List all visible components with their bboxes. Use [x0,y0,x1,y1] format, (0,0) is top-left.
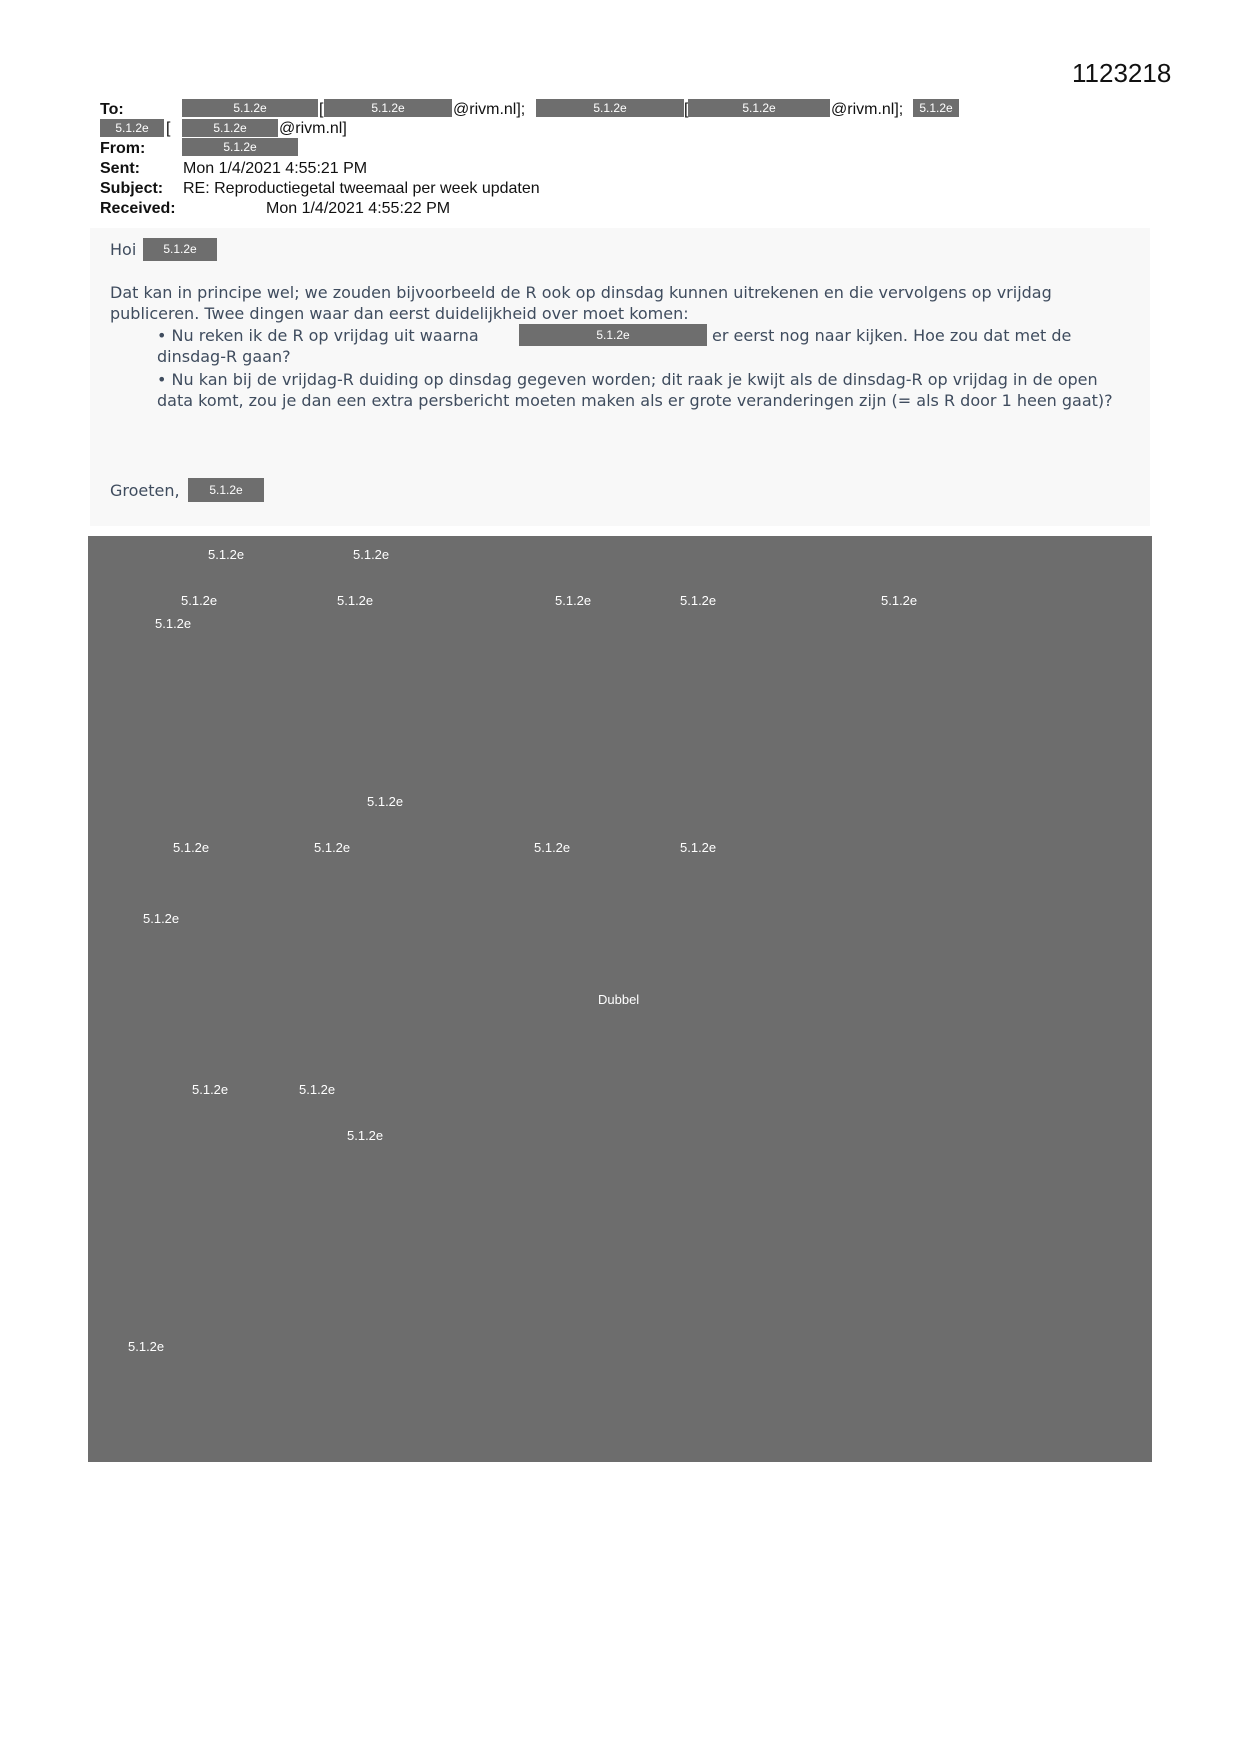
redaction: 5.1.2e [188,478,264,502]
closing: Groeten, [110,481,180,500]
redaction-label: 5.1.2e [208,547,245,562]
bracket: [ [319,101,324,118]
redaction: 5.1.2e [143,238,217,261]
from-label: From: [100,140,146,157]
redaction-label: 5.1.2e [299,1082,336,1097]
redaction-label: 5.1.2e [555,593,592,608]
redaction: 5.1.2e [324,99,452,117]
redaction-label: 5.1.2e [347,1128,384,1143]
redaction: 5.1.2e [688,99,830,117]
redaction-label: 5.1.2e [680,840,717,855]
dubbel-label: Dubbel [598,992,640,1007]
redaction: 5.1.2e [182,99,318,117]
redaction-label: 5.1.2e [881,593,918,608]
redaction-label: 5.1.2e [367,794,404,809]
redaction: 5.1.2e [182,119,278,137]
redaction: 5.1.2e [100,119,164,137]
email-domain: @rivm.nl]; [453,101,526,118]
bracket: [ [166,120,171,137]
bullet-item-continued: dinsdag-R gaan? [157,347,291,366]
redaction-label: 5.1.2e [534,840,571,855]
redaction-label: 5.1.2e [337,593,374,608]
paragraph: Dat kan in principe wel; we zouden bijvoorbeeld de R ook op dinsdag kunnen uitrekenen en die vervolgens op vrijdag publiceren. Twee dingen waar dan eerst duidelijkheid over moet komen: [110,283,1052,323]
redaction-label: 5.1.2e [181,593,218,608]
redaction-label: 5.1.2e [314,840,351,855]
sent-label: Sent: [100,160,140,177]
subject-label: Subject: [100,180,164,197]
email-domain: @rivm.nl]; [831,101,904,118]
bracket: [ [684,101,689,118]
redaction-label: 5.1.2e [192,1082,229,1097]
redaction-label: 5.1.2e [128,1339,165,1354]
redaction-label: 5.1.2e [680,593,717,608]
redaction: 5.1.2e [913,99,959,117]
redaction-label: 5.1.2e [353,547,390,562]
redacted-block [88,536,1152,1462]
redaction-label: 5.1.2e [143,911,180,926]
redaction-label: 5.1.2e [155,616,192,631]
bullet-item-continued: er eerst nog naar kijken. Hoe zou dat met de [712,326,1072,345]
bullet-item: • Nu reken ik de R op vrijdag uit waarna [157,326,479,345]
received-value: Mon 1/4/2021 4:55:22 PM [266,200,451,217]
greeting: Hoi [110,240,137,259]
sent-value: Mon 1/4/2021 4:55:21 PM [183,160,368,177]
email-body [90,228,1150,526]
redaction: 5.1.2e [519,324,707,346]
redaction-label: 5.1.2e [173,840,210,855]
to-label: To: [100,101,124,118]
subject-value: RE: Reproductiegetal tweemaal per week updaten [183,180,540,197]
received-label: Received: [100,200,176,217]
bullet-item: • Nu kan bij de vrijdag-R duiding op dinsdag gegeven worden; dit raak je kwijt als de dinsdag-R op vrijdag in de open data komt, zou je dan een extra persbericht moeten maken als er grote veranderingen zijn (= als R door 1 heen gaat)? [157,370,1113,410]
document-number: 1123218 [1072,58,1172,88]
redaction: 5.1.2e [536,99,684,117]
redaction: 5.1.2e [182,138,298,156]
email-domain: @rivm.nl] [279,120,347,137]
